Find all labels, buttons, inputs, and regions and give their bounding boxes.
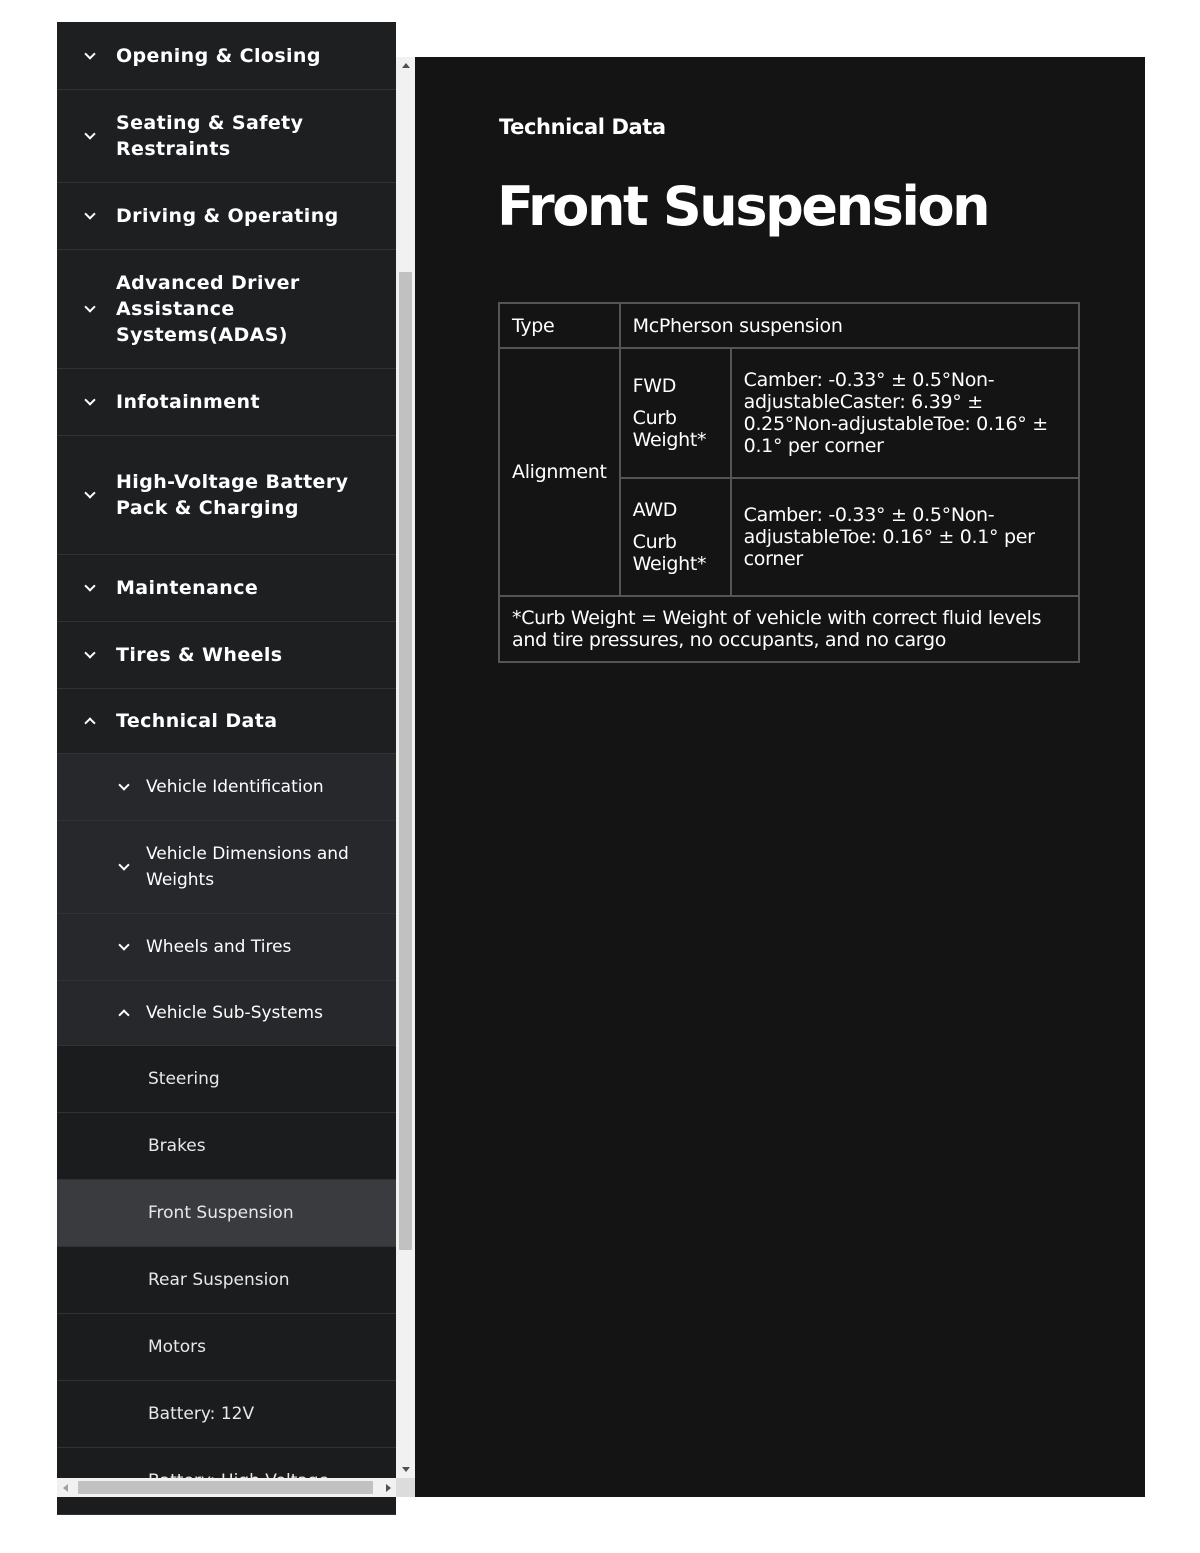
triangle-right-icon	[386, 1484, 391, 1492]
chevron-down-icon	[84, 647, 95, 658]
chevron-down-icon	[84, 128, 95, 139]
sidebar-item-label: Maintenance	[116, 577, 259, 599]
sidebar-item-opening-closing[interactable]	[57, 22, 396, 90]
sidebar-leaf-front-suspension[interactable]	[57, 1180, 396, 1247]
sidebar-item-label: Vehicle Dimensions and Weights	[146, 844, 349, 890]
chevron-down-icon	[84, 208, 95, 219]
alignment-label-cell: Alignment	[499, 348, 620, 596]
sidebar-item-maintenance[interactable]	[57, 555, 396, 622]
table-row	[499, 303, 1079, 348]
app-window	[57, 44, 1145, 1497]
chevron-down-icon	[118, 859, 129, 870]
sidebar-leaf-battery-12v[interactable]	[57, 1381, 396, 1448]
sidebar-item-label: High-Voltage Battery Pack & Charging	[116, 471, 349, 519]
sidebar-item-label: Driving & Operating	[116, 205, 339, 227]
scroll-left-button[interactable]	[57, 1478, 74, 1497]
sidebar	[57, 44, 415, 1497]
sidebar-item-label: Battery: 12V	[148, 1404, 255, 1424]
awd-variant-cell	[620, 478, 731, 596]
sidebar-subitem-vehicle-identification[interactable]	[57, 754, 396, 821]
scroll-up-button[interactable]	[396, 57, 415, 74]
sidebar-item-label: Brakes	[148, 1136, 206, 1156]
sidebar-leaf-steering[interactable]	[57, 1046, 396, 1113]
sidebar-item-hv-battery[interactable]	[57, 436, 396, 555]
sidebar-horizontal-scrollbar[interactable]	[57, 1478, 396, 1497]
sidebar-scroll-area[interactable]	[57, 44, 396, 1478]
chevron-up-icon	[84, 717, 95, 728]
sidebar-item-label: Wheels and Tires	[146, 937, 292, 957]
type-value-cell: McPherson suspension	[620, 303, 1079, 348]
sidebar-item-label: Rear Suspension	[148, 1270, 290, 1290]
sidebar-item-seating-safety[interactable]	[57, 90, 396, 183]
sidebar-item-tires-wheels[interactable]	[57, 622, 396, 689]
sidebar-item-label: Motors	[148, 1337, 206, 1357]
variant-weight: Curb Weight*	[632, 531, 707, 575]
spec-table	[498, 302, 1080, 663]
vertical-scroll-thumb[interactable]	[399, 272, 412, 1250]
main-content	[415, 57, 1145, 1497]
sidebar-item-label: Advanced Driver Assistance Systems(ADAS)	[116, 272, 300, 346]
sidebar-item-label: Vehicle Sub-Systems	[146, 1003, 323, 1023]
chevron-down-icon	[84, 580, 95, 591]
triangle-down-icon	[402, 1467, 410, 1472]
chevron-down-icon	[84, 48, 95, 59]
chevron-down-icon	[84, 487, 95, 498]
chevron-down-icon	[84, 301, 95, 312]
sidebar-item-driving-operating[interactable]	[57, 183, 396, 250]
scroll-down-button[interactable]	[396, 1461, 415, 1478]
triangle-up-icon	[402, 63, 410, 68]
sidebar-item-label: Front Suspension	[148, 1203, 294, 1223]
fwd-variant-cell	[620, 348, 731, 478]
sidebar-item-adas[interactable]	[57, 250, 396, 369]
table-row	[499, 348, 1079, 478]
curb-weight-note-cell: *Curb Weight = Weight of vehicle with correct fluid levels and tire pressures, no occupants, and no cargo	[499, 596, 1079, 662]
sidebar-item-label: Technical Data	[116, 710, 278, 732]
sidebar-item-label: Steering	[148, 1069, 220, 1089]
variant-weight: Curb Weight*	[632, 407, 707, 451]
page-title: Front Suspension	[497, 175, 989, 238]
sidebar-subitem-wheels-tires[interactable]	[57, 914, 396, 981]
sidebar-subitem-vehicle-dimensions[interactable]	[57, 821, 396, 914]
scroll-right-button[interactable]	[379, 1478, 396, 1497]
sidebar-item-technical-data[interactable]	[57, 689, 396, 754]
awd-spec-cell: Camber: -0.33° ± 0.5°Non-adjustableToe: 0.16° ± 0.1° per corner	[731, 478, 1079, 596]
sidebar-leaf-rear-suspension[interactable]	[57, 1247, 396, 1314]
chevron-down-icon	[118, 939, 129, 950]
variant-name: FWD	[632, 375, 677, 397]
sidebar-item-label: Opening & Closing	[116, 44, 321, 67]
sidebar-item-label: Seating & Safety Restraints	[116, 112, 304, 160]
sidebar-subitem-vehicle-sub-systems[interactable]	[57, 981, 396, 1046]
type-label-cell: Type	[499, 303, 620, 348]
fwd-spec-cell: Camber: -0.33° ± 0.5°Non-adjustableCaster: 6.39° ± 0.25°Non-adjustableToe: 0.16° ± 0.1° per corner	[731, 348, 1079, 478]
chevron-down-icon	[118, 779, 129, 790]
sidebar-leaf-motors[interactable]	[57, 1314, 396, 1381]
breadcrumb: Technical Data	[499, 115, 666, 139]
triangle-left-icon	[63, 1484, 68, 1492]
horizontal-scroll-thumb[interactable]	[78, 1481, 373, 1494]
sidebar-nav-list	[57, 22, 396, 1515]
sidebar-item-infotainment[interactable]	[57, 369, 396, 436]
scrollbar-corner	[396, 1478, 415, 1497]
table-row	[499, 596, 1079, 662]
sidebar-item-label: Vehicle Identification	[146, 777, 324, 797]
sidebar-item-label: Tires & Wheels	[116, 644, 283, 666]
chevron-up-icon	[118, 1009, 129, 1020]
variant-name: AWD	[632, 499, 678, 521]
sidebar-item-label: Infotainment	[116, 391, 260, 413]
sidebar-leaf-brakes[interactable]	[57, 1113, 396, 1180]
sidebar-vertical-scrollbar[interactable]	[396, 57, 415, 1478]
chevron-down-icon	[84, 394, 95, 405]
